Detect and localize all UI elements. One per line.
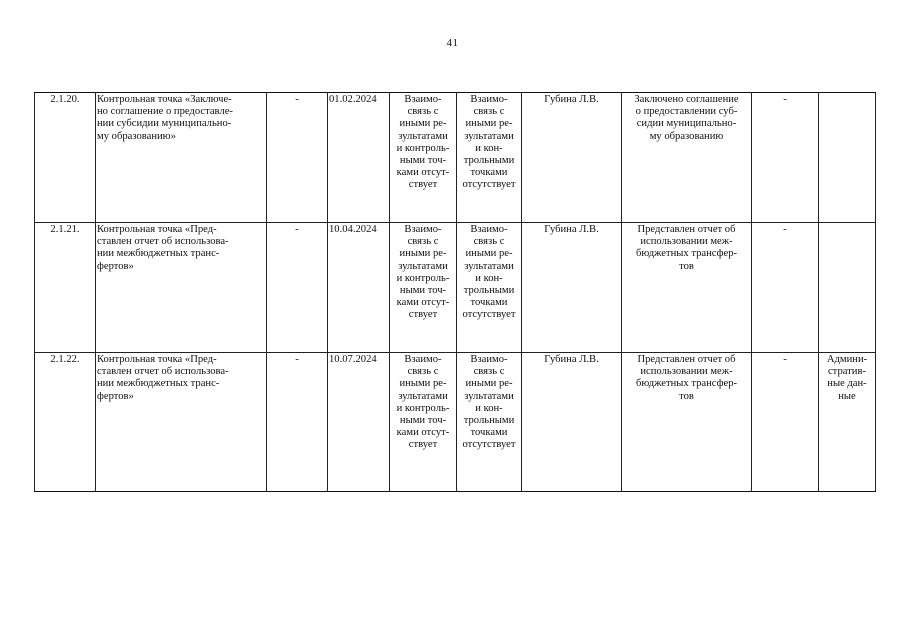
result-text: Представлен отчет об использовании меж- бюджетных трансфер- тов <box>635 224 738 272</box>
control-point-name-cell <box>96 353 267 492</box>
responsible-person: Губина Л.В. <box>544 354 599 365</box>
page-number: 41 <box>446 37 459 49</box>
result-cell <box>622 353 752 492</box>
link-prev-cell <box>390 223 457 353</box>
date-cell <box>328 223 390 353</box>
column-9-cell <box>752 223 819 353</box>
table-row <box>35 223 876 353</box>
control-point-name-cell <box>96 93 267 223</box>
result-text: Представлен отчет об использовании меж- бюджетных трансфер- тов <box>635 354 738 402</box>
link-next-text: Взаимо- связь с иными ре- зультатами и кон- трольными точками отсутствует <box>462 354 516 451</box>
column-9-value: - <box>783 354 787 365</box>
column-9-cell <box>752 93 819 223</box>
responsible-cell <box>522 353 622 492</box>
control-date: 10.07.2024 <box>329 354 377 365</box>
control-point-name: Контрольная точка «Пред- ставлен отчет об использова- нии межбюджетных транс- фертов» <box>97 354 229 402</box>
link-next-text: Взаимо- связь с иными ре- зультатами и кон- трольными точками отсутствует <box>462 224 516 321</box>
result-cell <box>622 93 752 223</box>
column-3-cell <box>267 223 328 353</box>
column-3-value: - <box>295 354 299 365</box>
result-cell <box>622 223 752 353</box>
link-prev-text: Взаимо- связь с иными ре- зультатами и контроль- ными точ- ками отсут- ствует <box>396 94 450 191</box>
control-points-table <box>34 92 876 492</box>
row-number: 2.1.21. <box>50 224 80 235</box>
responsible-cell <box>522 223 622 353</box>
link-next-cell <box>457 353 522 492</box>
control-point-name: Контрольная точка «Пред- ставлен отчет об использова- нии межбюджетных транс- фертов» <box>97 224 229 272</box>
row-number-cell <box>35 223 96 353</box>
column-9-value: - <box>783 94 787 105</box>
responsible-person: Губина Л.В. <box>544 94 599 105</box>
row-number-cell <box>35 353 96 492</box>
result-text: Заключено соглашение о предоставлении суб- сидии муниципально- му образованию <box>634 94 739 142</box>
column-3-value: - <box>295 94 299 105</box>
column-3-cell <box>267 93 328 223</box>
link-prev-text: Взаимо- связь с иными ре- зультатами и контроль- ными точ- ками отсут- ствует <box>396 224 450 321</box>
responsible-cell <box>522 93 622 223</box>
table-row <box>35 93 876 223</box>
link-next-cell <box>457 223 522 353</box>
source-cell <box>819 353 876 492</box>
row-number: 2.1.20. <box>50 94 80 105</box>
link-prev-cell <box>390 93 457 223</box>
date-cell <box>328 93 390 223</box>
row-number: 2.1.22. <box>50 354 80 365</box>
column-3-cell <box>267 353 328 492</box>
column-9-value: - <box>783 224 787 235</box>
source-cell <box>819 223 876 353</box>
responsible-person: Губина Л.В. <box>544 224 599 235</box>
column-3-value: - <box>295 224 299 235</box>
control-date: 01.02.2024 <box>329 94 377 105</box>
row-number-cell <box>35 93 96 223</box>
column-9-cell <box>752 353 819 492</box>
control-date: 10.04.2024 <box>329 224 377 235</box>
control-point-name-cell <box>96 223 267 353</box>
date-cell <box>328 353 390 492</box>
link-prev-text: Взаимо- связь с иными ре- зультатами и контроль- ными точ- ками отсут- ствует <box>396 354 450 451</box>
link-prev-cell <box>390 353 457 492</box>
control-point-name: Контрольная точка «Заключе- но соглашение о предоставле- нии субсидии муниципально- му образованию» <box>97 94 233 142</box>
source-text: Админи- стратив- ные дан- ные <box>826 354 868 402</box>
link-next-cell <box>457 93 522 223</box>
table-row <box>35 353 876 492</box>
link-next-text: Взаимо- связь с иными ре- зультатами и кон- трольными точками отсутствует <box>462 94 516 191</box>
source-cell <box>819 93 876 223</box>
